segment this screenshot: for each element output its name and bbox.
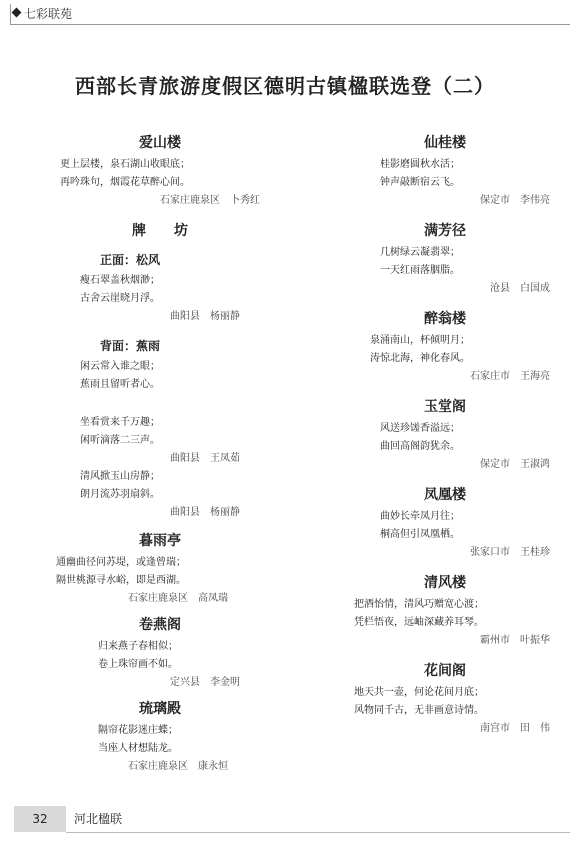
building-heading: 暮雨亭 xyxy=(139,533,181,549)
couplet-line: 泉涌南山，杯倾明月； xyxy=(370,335,470,346)
couplet-block xyxy=(340,306,550,386)
couplet-line: 通幽曲径问苏堤，或逢曾瑞； xyxy=(56,557,186,568)
couplet-block xyxy=(340,658,550,738)
author: 曲阳县 杨丽静 xyxy=(170,311,240,322)
page-footer xyxy=(0,800,570,844)
couplet-line: 桐高但引凤凰栖。 xyxy=(380,529,460,540)
couplet-line: 隔帘花影迷庄蝶； xyxy=(98,725,178,736)
author: 曲阳县 王凤茹 xyxy=(170,453,240,464)
couplet-line: 闲云常入谁之眼； xyxy=(80,361,160,372)
couplet-line: 曲回高阁韵犹余。 xyxy=(380,441,460,452)
couplet-line: 古舍云崖晓月浮。 xyxy=(80,293,160,304)
couplet-line: 把酒怡情，清风巧赠宽心渡； xyxy=(354,599,484,610)
author: 石家庄鹿泉区 康永恒 xyxy=(128,761,228,772)
subheading: 正面：松风 xyxy=(100,253,161,267)
couplet-line: 一天红雨落胭脂。 xyxy=(380,265,460,276)
author: 石家庄鹿泉区 高凤瑞 xyxy=(128,593,228,604)
author: 南宫市 田 伟 xyxy=(480,723,550,734)
couplet-line: 地天共一壶，何论花间月底； xyxy=(354,687,484,698)
building-heading: 凤凰楼 xyxy=(424,487,466,503)
couplet-line: 归来燕子春相似； xyxy=(98,641,178,652)
author: 霸州市 叶振华 xyxy=(480,635,550,646)
right-column xyxy=(340,130,550,738)
couplet-line: 蕉雨且留听者心。 xyxy=(80,379,160,390)
couplet-block xyxy=(340,570,550,650)
footer-rule xyxy=(66,832,570,833)
couplet-line: 朗月流苏羽扇斜。 xyxy=(80,489,160,500)
couplet-line: 再吟珠句，烟霞花草醉心间。 xyxy=(60,177,190,188)
couplet-block xyxy=(340,482,550,562)
author: 曲阳县 杨丽静 xyxy=(170,507,240,518)
couplet-line: 瘦石翠盖秋烟渺； xyxy=(80,275,160,286)
couplet-block xyxy=(60,130,260,210)
couplet-line: 曲妙长牵凤月往； xyxy=(380,511,460,522)
couplet-block xyxy=(340,394,550,474)
couplet-line: 钟声敲断宿云飞。 xyxy=(380,177,460,188)
couplet-line: 隔世桃源寻水峪，即是西湖。 xyxy=(56,575,186,586)
couplet-line: 风物同千古，无非画意诗情。 xyxy=(354,705,484,716)
building-heading: 玉堂阁 xyxy=(424,399,466,415)
building-heading: 满芳径 xyxy=(424,223,466,239)
subheading: 背面：蕉雨 xyxy=(100,339,161,353)
couplet-line: 清风掀玉山房静； xyxy=(80,471,160,482)
couplet-line: 风送珍馐香溢远； xyxy=(380,423,460,434)
left-column xyxy=(56,130,290,776)
author: 沧县 白国成 xyxy=(490,283,550,294)
couplet-block xyxy=(340,130,550,210)
author: 定兴县 李金明 xyxy=(170,677,240,688)
couplet-block xyxy=(56,528,260,608)
couplet-line: 更上层楼，泉石湖山收眼底； xyxy=(60,159,190,170)
couplet-block xyxy=(60,696,260,776)
building-heading: 琉璃殿 xyxy=(139,701,181,717)
couplet-line: 坐看赏来千万趣； xyxy=(80,417,160,428)
header-rule-vertical xyxy=(10,4,11,24)
author: 保定市 王淑鸿 xyxy=(480,459,550,470)
building-heading: 仙桂楼 xyxy=(424,135,466,151)
header-rule xyxy=(10,24,570,25)
journal-name: 河北楹联 xyxy=(74,812,123,826)
building-heading: 卷燕阁 xyxy=(139,617,181,633)
couplet-block xyxy=(60,612,260,692)
building-heading: 花间阁 xyxy=(424,663,466,679)
article-title: 西部长青旅游度假区德明古镇楹联选登（二） xyxy=(75,74,495,98)
section-label: 七彩联苑 xyxy=(24,7,73,21)
building-heading: 清风楼 xyxy=(424,575,466,591)
building-heading: 牌 坊 xyxy=(132,223,188,239)
couplet-block xyxy=(340,218,550,298)
couplet-line: 卷上珠帘画不如。 xyxy=(98,659,178,670)
couplet-line: 闲听滴落二三声。 xyxy=(80,435,160,446)
author: 保定市 李伟亮 xyxy=(480,195,550,206)
couplet-line: 凭栏悟夜，远岫深藏养耳琴。 xyxy=(354,617,484,628)
couplet-line: 桂影磨圆秋水活； xyxy=(380,159,460,170)
building-heading: 爱山楼 xyxy=(139,135,181,151)
author: 石家庄市 王海亮 xyxy=(470,371,550,382)
author: 石家庄鹿泉区 卜秀红 xyxy=(160,195,260,206)
couplet-line: 当座人材想陆龙。 xyxy=(98,743,178,754)
building-heading: 醉翁楼 xyxy=(424,311,466,327)
author: 张家口市 王桂珍 xyxy=(470,547,550,558)
couplet-line: 几树绿云凝翡翠； xyxy=(380,247,460,258)
couplet-line: 涛惊北海，神化春风。 xyxy=(370,353,470,364)
diamond-icon xyxy=(12,8,22,18)
page-number: 32 xyxy=(32,812,48,826)
page-header xyxy=(0,0,570,40)
